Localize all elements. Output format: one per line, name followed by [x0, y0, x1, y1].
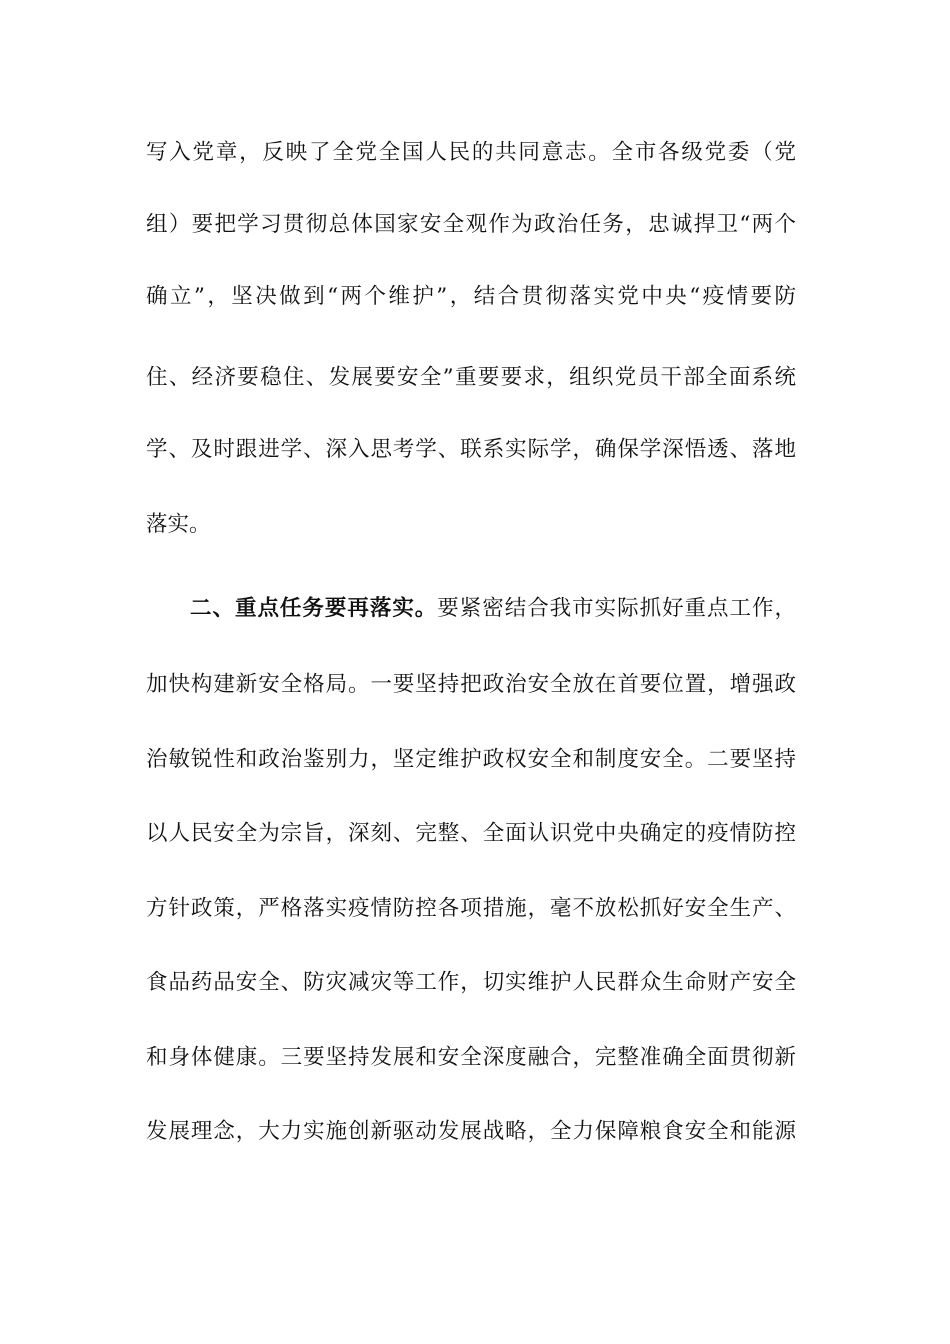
paragraph1-line-4: 住、经济要稳住、发展要安全”重要要求，组织党员干部全面系统: [146, 365, 796, 390]
paragraph2-first-line-text: 要紧密结合我市实际抓好重点工作，: [437, 596, 796, 621]
paragraph1-line-2: 组）要把学习贯彻总体国家安全观作为政治任务，忠诚捍卫“两个: [146, 212, 796, 237]
paragraph1-line-5: 学、及时跟进学、深入思考学、联系实际学，确保学深悟透、落地: [146, 437, 796, 462]
section-heading: 二、重点任务要再落实。: [190, 596, 438, 621]
paragraph2-line-6: 食品药品安全、防灾减灾等工作，切实维护人民群众生命财产安全: [146, 970, 796, 995]
paragraph2-line-4: 以人民安全为宗旨，深刻、完整、全面认识党中央确定的疫情防控: [146, 821, 796, 846]
paragraph1-line-1: 写入党章，反映了全党全国人民的共同意志。全市各级党委（党: [146, 140, 796, 165]
paragraph2-line-3: 治敏锐性和政治鉴别力，坚定维护政权安全和制度安全。二要坚持: [146, 747, 796, 772]
paragraph1-line-6: 落实。: [146, 512, 211, 537]
paragraph1-line-3: 确立”，坚决做到“两个维护”，结合贯彻落实党中央“疫情要防: [146, 284, 796, 309]
paragraph2-line-8: 发展理念，大力实施创新驱动发展战略，全力保障粮食安全和能源: [146, 1119, 796, 1144]
paragraph2-line-5: 方针政策，严格落实疫情防控各项措施，毫不放松抓好安全生产、: [146, 896, 796, 921]
paragraph2-line-2: 加快构建新安全格局。一要坚持把政治安全放在首要位置，增强政: [146, 672, 796, 697]
paragraph2-line-7: 和身体健康。三要坚持发展和安全深度融合，完整准确全面贯彻新: [146, 1045, 796, 1070]
paragraph2-first-line: [190, 594, 796, 624]
